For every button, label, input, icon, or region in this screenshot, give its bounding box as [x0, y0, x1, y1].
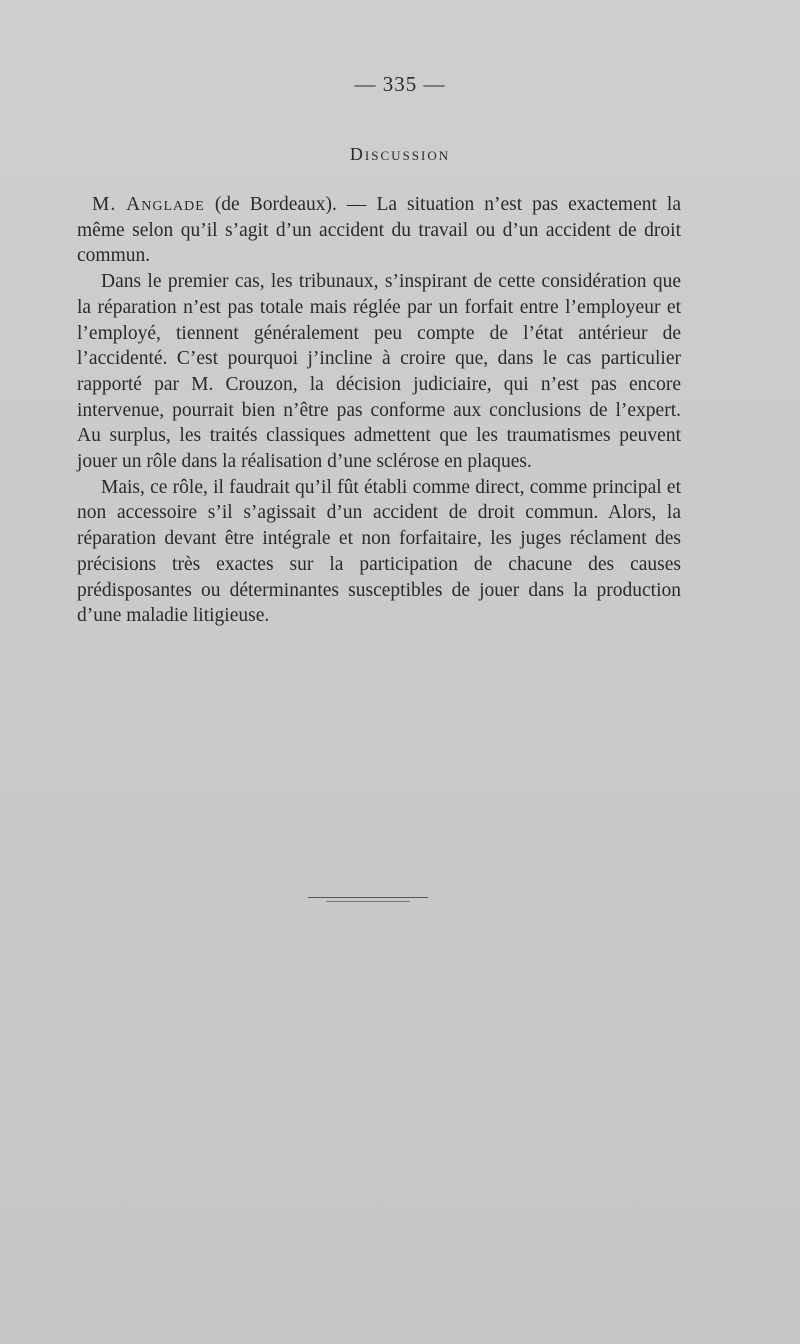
paragraph-1-text: (de Bordeaux). — La situation n’est pas exactement la même selon qu’il s’agit d’un accident du travail ou d’un accident de droit commun.	[77, 194, 682, 267]
body-text	[77, 192, 681, 629]
paragraph-3: Mais, ce rôle, il faudrait qu’il fût établi comme direct, comme principal et non accessoire s’il s’agissait d’un accident de droit commun. Alors, la réparation devant être intégrale et non forfaitaire, les juges réclament des précisions très exactes sur la participation de chacune des causes prédisposantes ou déterminantes susceptibles de jouer dans la production d’une maladie litigieuse.	[77, 476, 681, 627]
end-of-section-rule	[308, 897, 428, 898]
page-number: — 335 —	[354, 72, 446, 96]
speaker-name: M. Anglade	[92, 194, 205, 215]
section-title: Discussion	[349, 144, 451, 164]
paragraph-1	[77, 192, 681, 269]
paragraph-2: Dans le premier cas, les tribunaux, s’inspirant de cette considération que la réparation n’est pas totale mais réglée par un forfait entre l’employeur et l’employé, tiennent généralement peu compte de l’état antérieur de l’accidenté. C’est pourquoi j’incline à croire que, dans le cas particulier rapporté par M. Crouzon, la décision judiciaire, qui n’est pas encore intervenue, pourrait bien n’être pas conforme aux conclusions de l’expert. Au surplus, les traités classiques admettent que les traumatismes peuvent jouer un rôle dans la réalisation d’une sclérose en plaques.	[77, 271, 681, 473]
